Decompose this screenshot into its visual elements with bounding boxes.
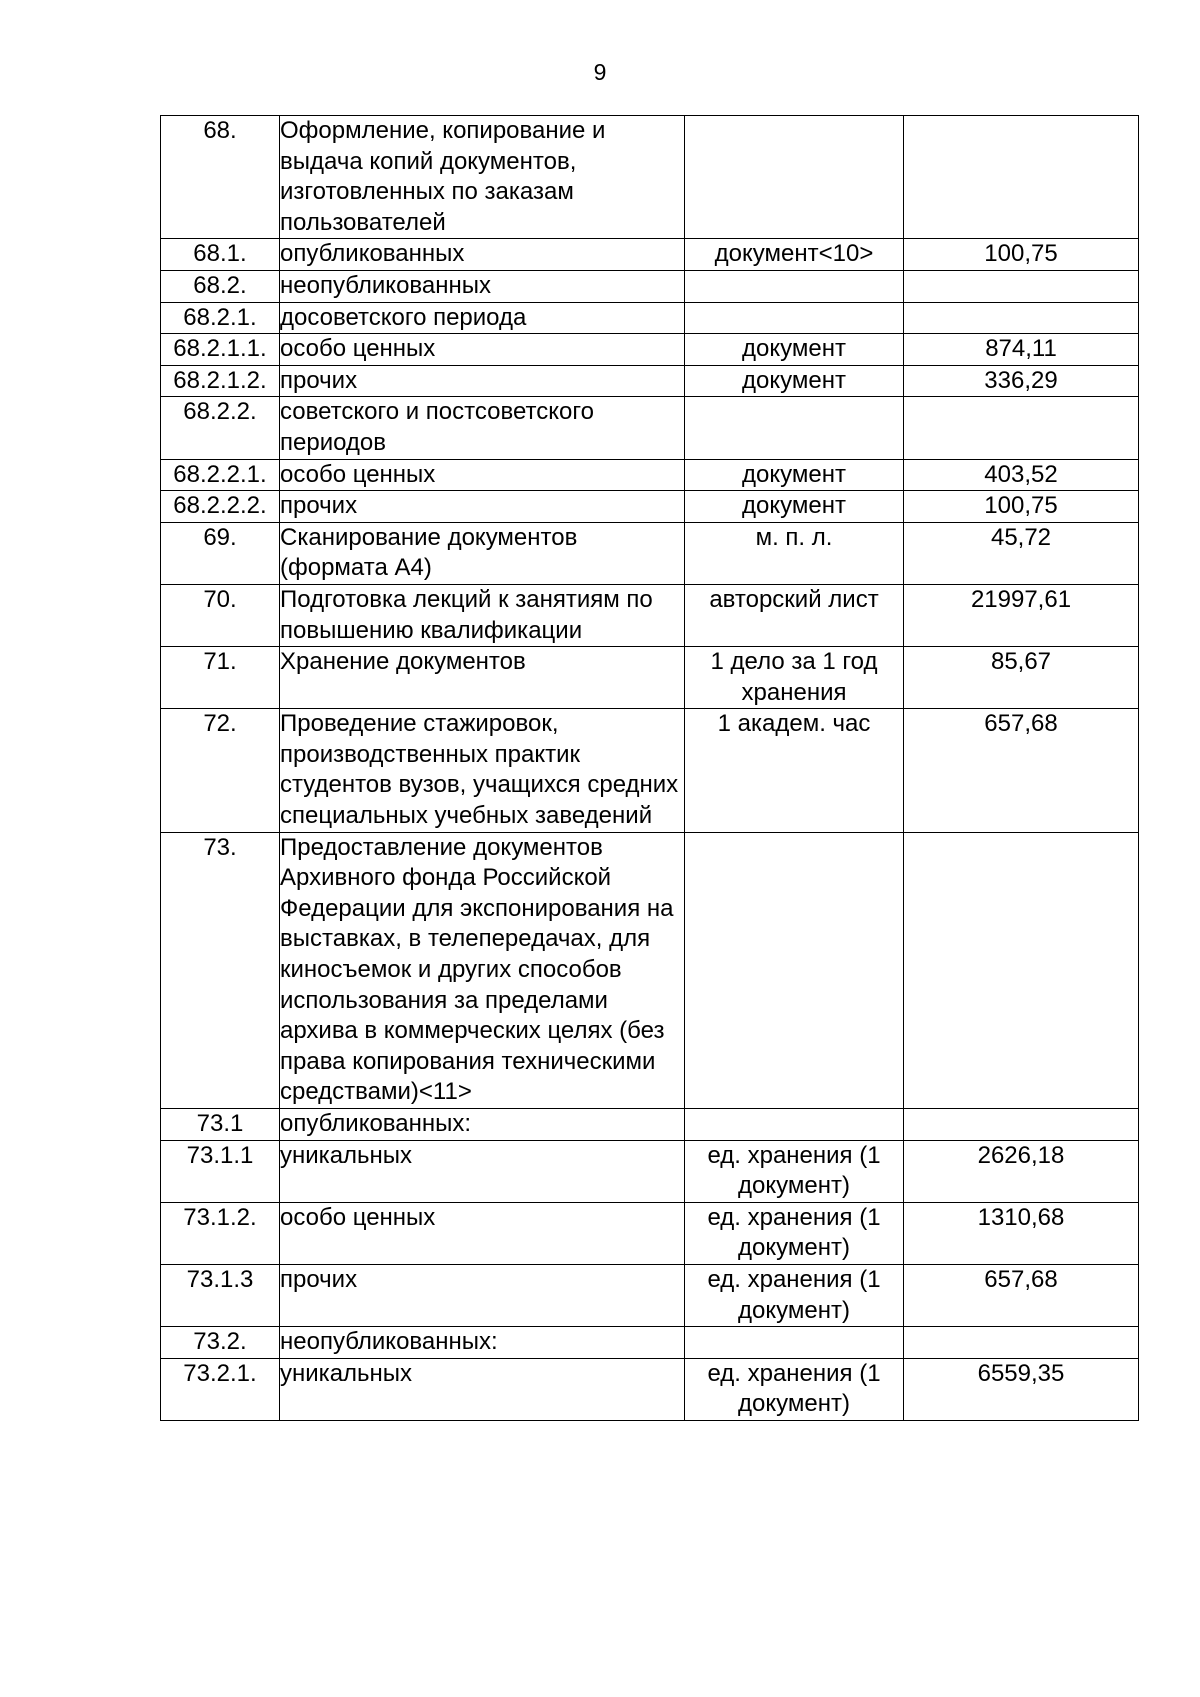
unit-of-measure: авторский лист: [685, 584, 904, 646]
row-number: 68.2.: [161, 270, 280, 302]
service-name: опубликованных:: [280, 1109, 685, 1141]
row-number: 68.2.1.1.: [161, 334, 280, 366]
unit-of-measure: [685, 1327, 904, 1359]
tariff-table: [160, 115, 1139, 1421]
service-name: Сканирование документов (формата А4): [280, 522, 685, 584]
tariff-table-body: [161, 116, 1139, 1421]
service-name: Подготовка лекций к занятиям по повышению квалификации: [280, 584, 685, 646]
price-value: 21997,61: [904, 584, 1139, 646]
service-name: неопубликованных:: [280, 1327, 685, 1359]
table-row: [161, 1327, 1139, 1359]
unit-of-measure: [685, 270, 904, 302]
service-name: Оформление, копирование и выдача копий документов, изготовленных по заказам пользователей: [280, 116, 685, 239]
unit-of-measure: ед. хранения (1 документ): [685, 1140, 904, 1202]
table-row: [161, 270, 1139, 302]
service-name: советского и постсоветского периодов: [280, 397, 685, 459]
table-row: [161, 1109, 1139, 1141]
price-value: [904, 116, 1139, 239]
service-name: прочих: [280, 491, 685, 523]
row-number: 73.1.1: [161, 1140, 280, 1202]
unit-of-measure: м. п. л.: [685, 522, 904, 584]
row-number: 71.: [161, 647, 280, 709]
table-row: [161, 365, 1139, 397]
unit-of-measure: документ: [685, 459, 904, 491]
unit-of-measure: ед. хранения (1 документ): [685, 1202, 904, 1264]
table-row: [161, 647, 1139, 709]
price-value: [904, 1109, 1139, 1141]
table-row: [161, 397, 1139, 459]
unit-of-measure: 1 академ. час: [685, 709, 904, 832]
table-row: [161, 832, 1139, 1108]
price-value: 6559,35: [904, 1358, 1139, 1420]
price-value: 657,68: [904, 709, 1139, 832]
price-value: 403,52: [904, 459, 1139, 491]
table-row: [161, 1140, 1139, 1202]
page-number: 9: [593, 59, 607, 85]
unit-of-measure: документ<10>: [685, 239, 904, 271]
service-name: особо ценных: [280, 1202, 685, 1264]
table-row: [161, 1358, 1139, 1420]
price-value: [904, 832, 1139, 1108]
price-value: 85,67: [904, 647, 1139, 709]
unit-of-measure: [685, 832, 904, 1108]
table-row: [161, 1264, 1139, 1326]
row-number: 73.: [161, 832, 280, 1108]
row-number: 70.: [161, 584, 280, 646]
table-row: [161, 709, 1139, 832]
price-value: [904, 397, 1139, 459]
price-value: [904, 270, 1139, 302]
row-number: 72.: [161, 709, 280, 832]
row-number: 68.2.1.: [161, 302, 280, 334]
table-row: [161, 522, 1139, 584]
price-value: 100,75: [904, 491, 1139, 523]
service-name: досоветского периода: [280, 302, 685, 334]
row-number: 68.2.2.: [161, 397, 280, 459]
price-value: 657,68: [904, 1264, 1139, 1326]
row-number: 73.1.3: [161, 1264, 280, 1326]
price-value: 2626,18: [904, 1140, 1139, 1202]
service-name: Проведение стажировок, производственных практик студентов вузов, учащихся средних специальных учебных заведений: [280, 709, 685, 832]
unit-of-measure: ед. хранения (1 документ): [685, 1358, 904, 1420]
table-row: [161, 459, 1139, 491]
table-row: [161, 334, 1139, 366]
table-row: [161, 116, 1139, 239]
price-value: 336,29: [904, 365, 1139, 397]
unit-of-measure: [685, 116, 904, 239]
price-value: [904, 1327, 1139, 1359]
service-name: прочих: [280, 1264, 685, 1326]
service-name: особо ценных: [280, 459, 685, 491]
row-number: 73.1: [161, 1109, 280, 1141]
service-name: опубликованных: [280, 239, 685, 271]
price-value: [904, 302, 1139, 334]
row-number: 68.1.: [161, 239, 280, 271]
unit-of-measure: 1 дело за 1 год хранения: [685, 647, 904, 709]
unit-of-measure: [685, 397, 904, 459]
service-name: Хранение документов: [280, 647, 685, 709]
unit-of-measure: документ: [685, 491, 904, 523]
service-name: особо ценных: [280, 334, 685, 366]
table-row: [161, 584, 1139, 646]
service-name: Предоставление документов Архивного фонда Российской Федерации для экспонирования на выставках, в телепередачах, для киносъемок и других способов использования за пределами архива в коммерческих целях (без права копирования техническими средствами)<11>: [280, 832, 685, 1108]
price-value: 45,72: [904, 522, 1139, 584]
row-number: 69.: [161, 522, 280, 584]
unit-of-measure: документ: [685, 365, 904, 397]
price-value: 100,75: [904, 239, 1139, 271]
row-number: 73.1.2.: [161, 1202, 280, 1264]
price-value: 874,11: [904, 334, 1139, 366]
row-number: 68.2.2.1.: [161, 459, 280, 491]
unit-of-measure: ед. хранения (1 документ): [685, 1264, 904, 1326]
row-number: 68.2.2.2.: [161, 491, 280, 523]
row-number: 68.2.1.2.: [161, 365, 280, 397]
row-number: 73.2.: [161, 1327, 280, 1359]
table-row: [161, 1202, 1139, 1264]
price-value: 1310,68: [904, 1202, 1139, 1264]
service-name: уникальных: [280, 1140, 685, 1202]
unit-of-measure: [685, 302, 904, 334]
table-row: [161, 239, 1139, 271]
row-number: 73.2.1.: [161, 1358, 280, 1420]
service-name: неопубликованных: [280, 270, 685, 302]
table-row: [161, 491, 1139, 523]
service-name: прочих: [280, 365, 685, 397]
unit-of-measure: [685, 1109, 904, 1141]
service-name: уникальных: [280, 1358, 685, 1420]
row-number: 68.: [161, 116, 280, 239]
unit-of-measure: документ: [685, 334, 904, 366]
table-row: [161, 302, 1139, 334]
